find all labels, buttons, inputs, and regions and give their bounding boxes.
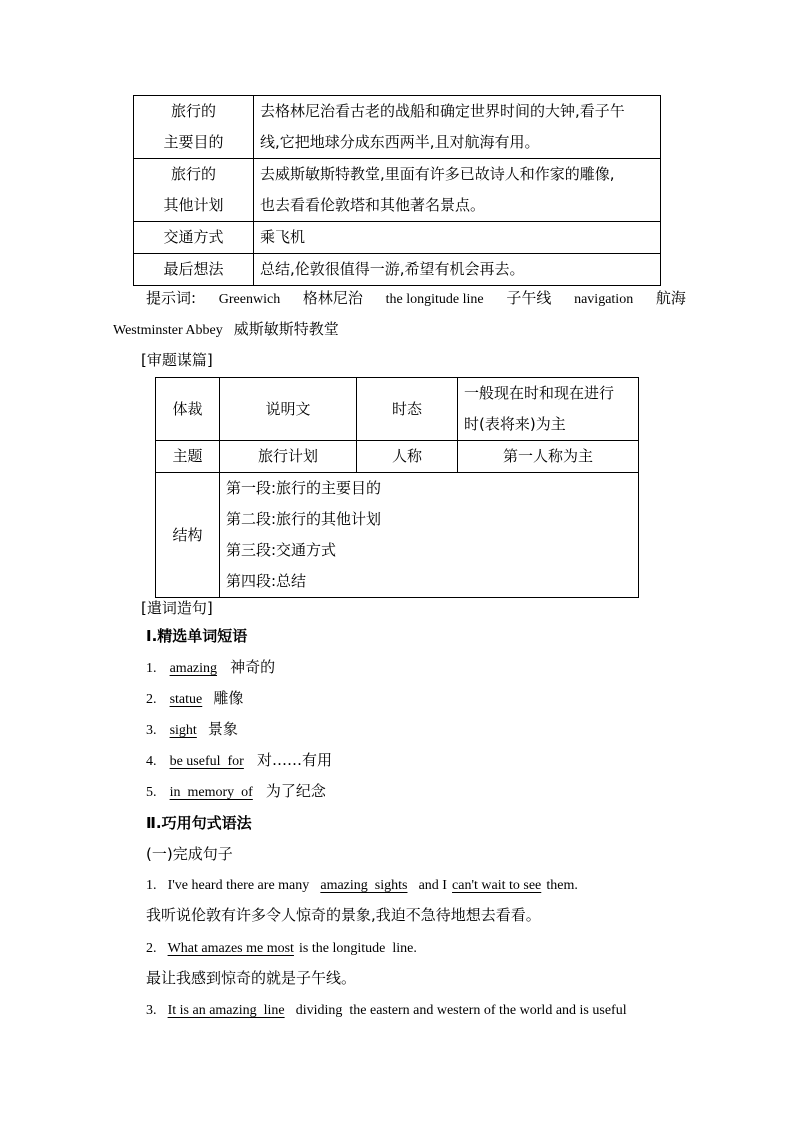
sentence-2-translation: 最让我感到惊奇的就是子午线。	[146, 969, 357, 987]
structure-label: 结构	[156, 473, 220, 598]
table-row	[134, 96, 661, 159]
section-heading-analysis: [审题谋篇]	[141, 351, 213, 369]
row-label: 最后想法	[134, 254, 254, 286]
genre-label: 体裁	[156, 378, 220, 441]
row-label: 旅行的 其他计划	[134, 159, 254, 222]
row-label: 旅行的 主要目的	[134, 96, 254, 159]
hint-term: Westminster Abbey	[113, 323, 223, 338]
hint-term: the longitude line	[385, 292, 484, 307]
sentence-1-translation: 我听说伦敦有许多令人惊奇的景象,我迫不急待地想去看看。	[146, 906, 541, 924]
genre-value: 说明文	[220, 378, 357, 441]
table-row	[134, 159, 661, 222]
table-row	[134, 222, 661, 254]
structure-value	[220, 473, 639, 598]
answer-blank: statue	[169, 692, 203, 707]
hint-term: 航海	[655, 289, 686, 307]
hint-term: 子午线	[506, 289, 552, 307]
structure-item: 第三段:交通方式	[226, 541, 337, 559]
table-row	[156, 441, 639, 473]
answer-blank: It is an amazing line	[167, 1003, 285, 1018]
analysis-table	[155, 377, 639, 598]
answer-blank: be useful for	[169, 754, 244, 769]
topic-label: 主题	[156, 441, 220, 473]
table-row	[156, 473, 639, 598]
travel-plan-table	[133, 95, 661, 286]
hint-term: navigation	[574, 292, 634, 307]
answer-blank: can't wait to see	[452, 878, 542, 893]
structure-item: 第一段:旅行的主要目的	[226, 479, 382, 497]
hint-line-1	[146, 287, 686, 308]
answer-blank: in memory of	[169, 785, 253, 800]
person-label: 人称	[357, 441, 458, 473]
sentence-1: 1. I've heard there are many amazing sights and I can't wait to see them.	[146, 878, 578, 893]
row-label: 交通方式	[134, 222, 254, 254]
answer-blank: What amazes me most	[167, 941, 294, 956]
tense-value: 一般现在时和现在进行 时(表将来)为主	[458, 378, 639, 441]
sentence-2: 2. What amazes me most is the longitude line.	[146, 941, 417, 956]
row-content: 总结,伦敦很值得一游,希望有机会再去。	[254, 254, 661, 286]
part1-title: Ⅰ.精选单词短语	[146, 627, 248, 645]
answer-blank: sight	[169, 723, 197, 738]
list-item: 2. statue 雕像	[146, 689, 244, 707]
list-item: 1. amazing 神奇的	[146, 658, 276, 676]
hint-line-2	[113, 318, 339, 339]
person-value: 第一人称为主	[458, 441, 639, 473]
hint-term: Greenwich	[218, 292, 281, 307]
structure-item: 第四段:总结	[226, 572, 307, 590]
row-content: 去威斯敏斯特教堂,里面有许多已故诗人和作家的雕像, 也去看看伦敦塔和其他著名景点。	[254, 159, 661, 222]
answer-blank: amazing sights	[320, 878, 408, 893]
hint-term: 威斯敏斯特教堂	[233, 320, 339, 338]
hint-term: 格林尼治	[302, 289, 363, 307]
list-item: 4. be useful for 对……有用	[146, 751, 332, 769]
vocab-list	[146, 656, 332, 811]
section-heading-words: [遣词造句]	[141, 599, 213, 617]
table-row	[156, 378, 639, 441]
sub1-title: (一)完成句子	[146, 845, 233, 863]
topic-value: 旅行计划	[220, 441, 357, 473]
list-item: 5. in memory of 为了纪念	[146, 782, 326, 800]
tense-label: 时态	[357, 378, 458, 441]
row-content: 乘飞机	[254, 222, 661, 254]
structure-item: 第二段:旅行的其他计划	[226, 510, 382, 528]
row-content: 去格林尼治看古老的战船和确定世界时间的大钟,看子午 线,它把地球分成东西两半,且对航海有用。	[254, 96, 661, 159]
hint-label: 提示词:	[146, 289, 197, 307]
answer-blank: amazing	[169, 661, 218, 676]
list-item: 3. sight 景象	[146, 720, 238, 738]
sentence-3: 3. It is an amazing line dividing the eastern and western of the world and is useful	[146, 1003, 627, 1018]
part2-title: Ⅱ.巧用句式语法	[146, 814, 252, 832]
table-row	[134, 254, 661, 286]
